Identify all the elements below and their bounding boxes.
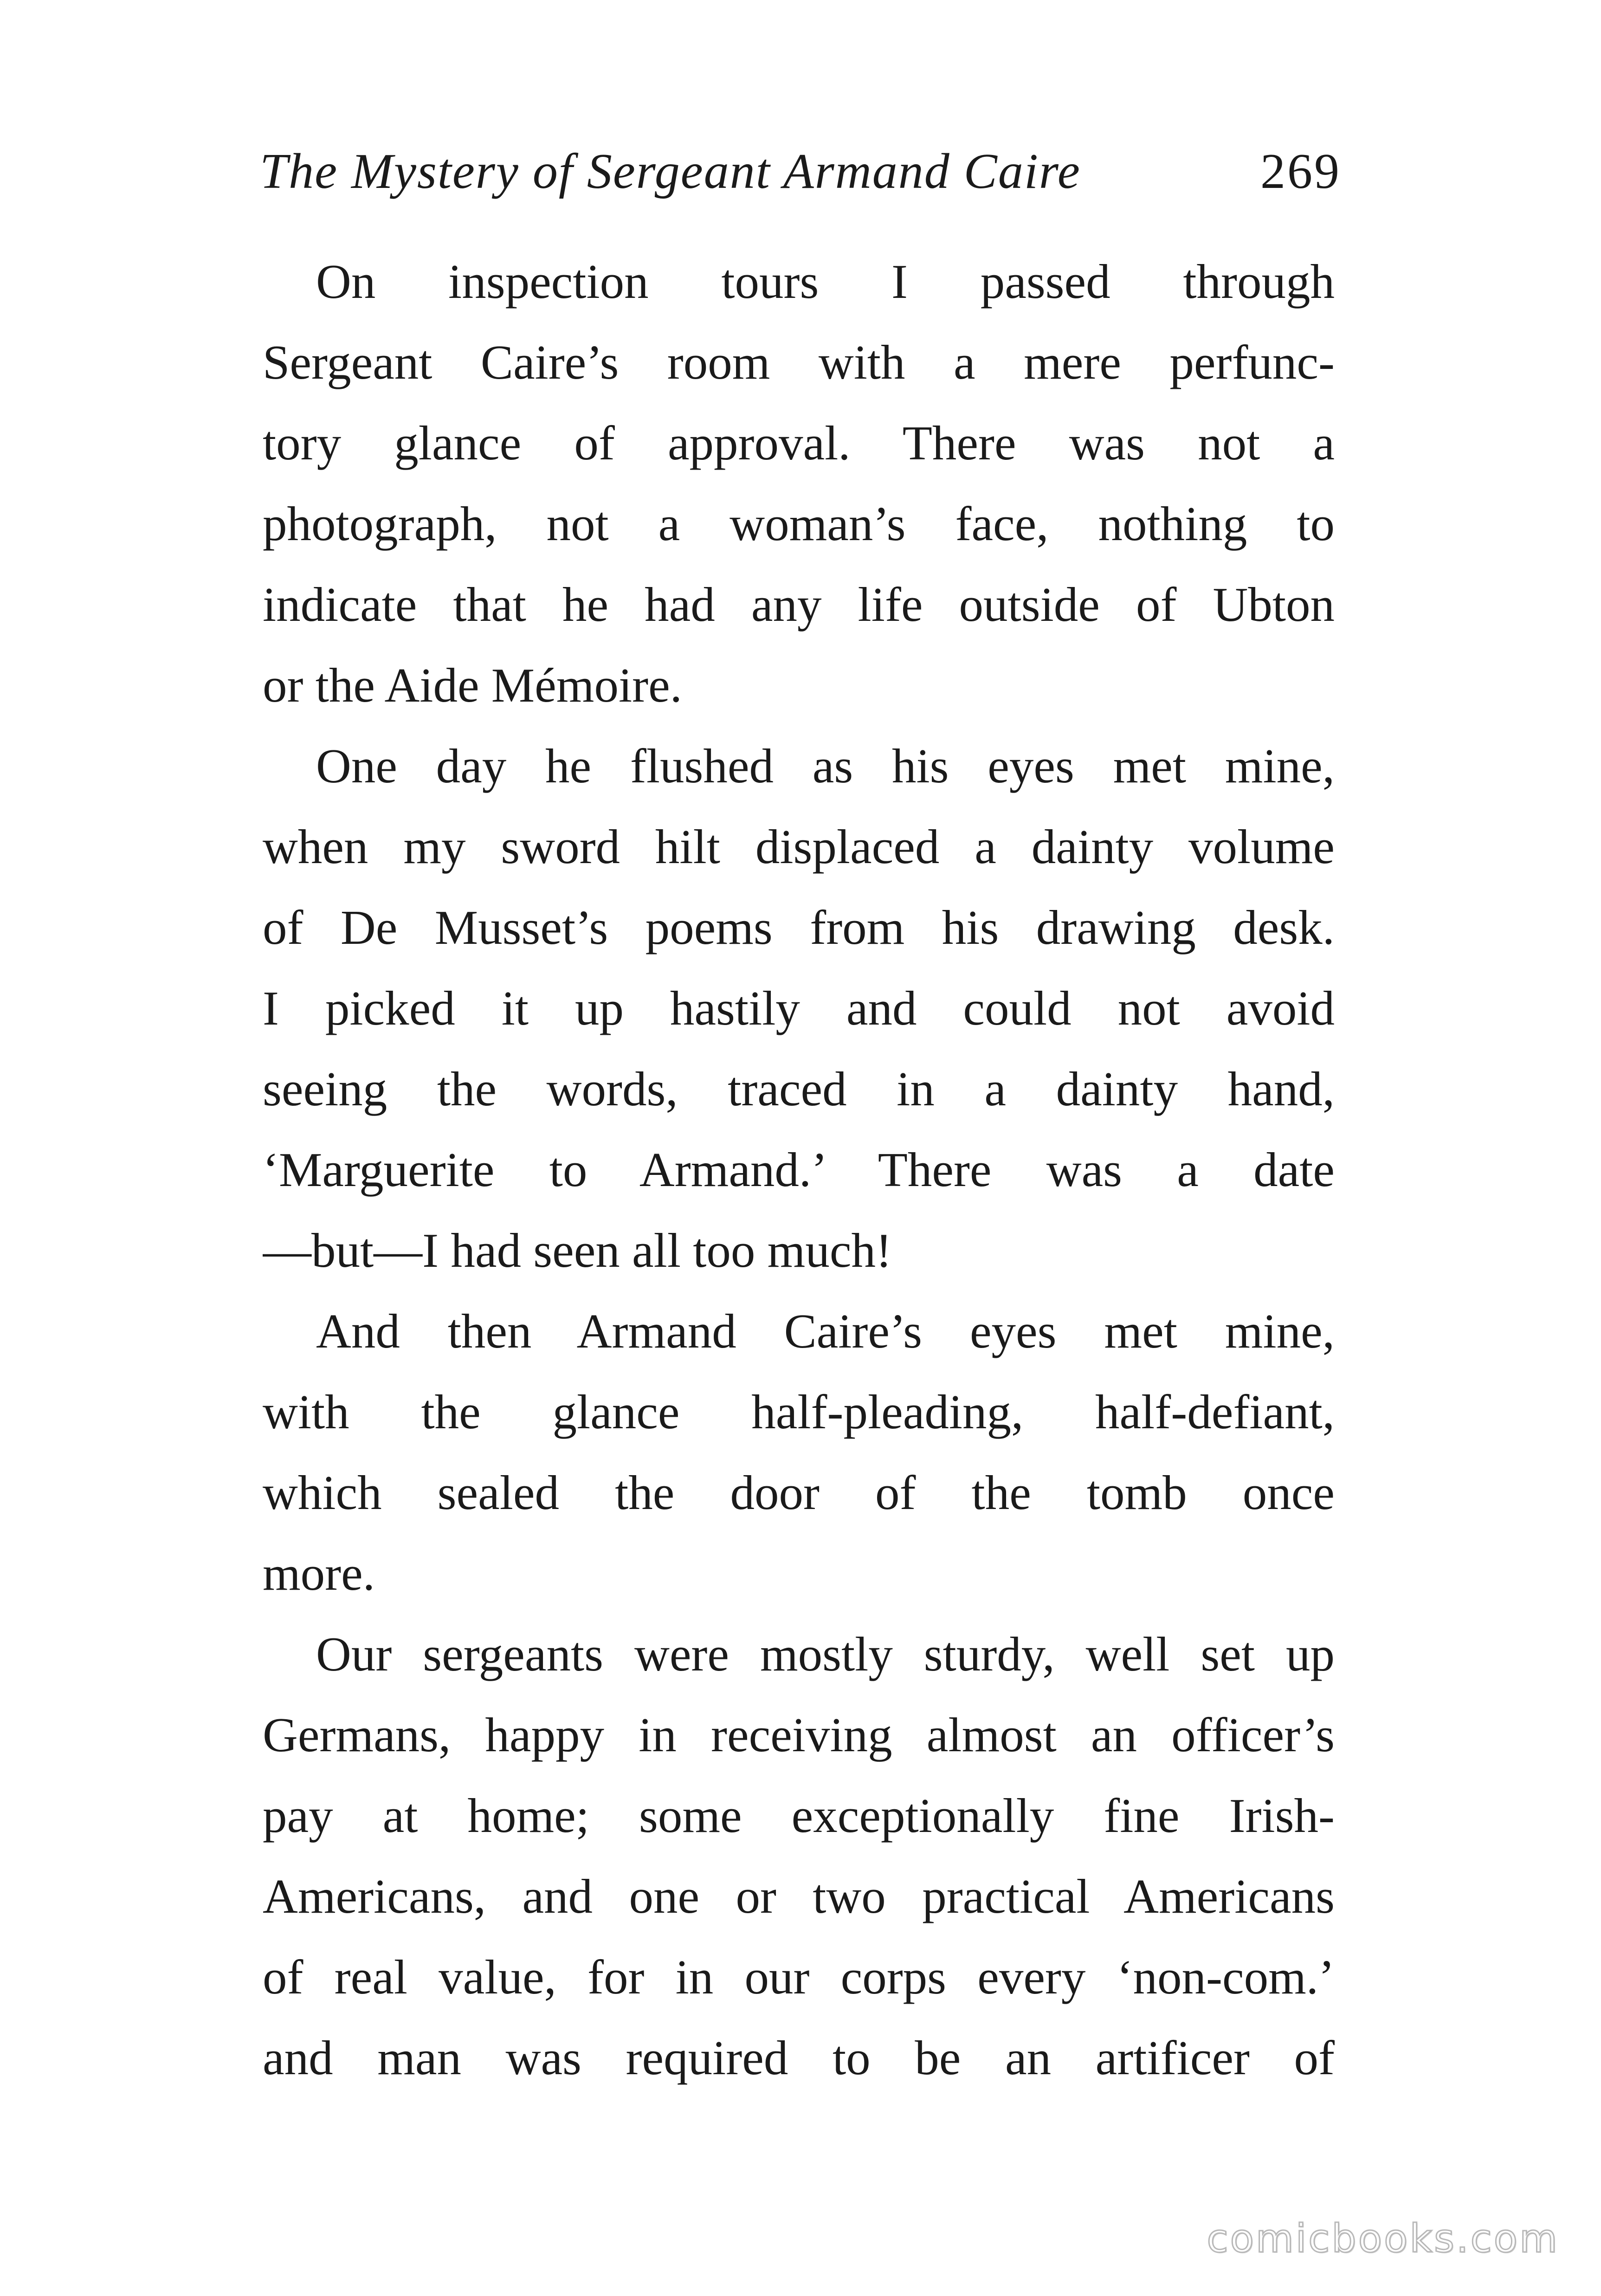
text-line: One day he flushed as his eyes met mine, <box>316 739 1335 793</box>
text-line: Sergeant Caire’s room with a mere perfunc- <box>263 335 1335 389</box>
paragraph <box>263 1291 1335 1614</box>
text-line: with the glance half-pleading, half-defiant, <box>263 1385 1335 1439</box>
body-text <box>263 241 1335 2098</box>
text-line: photograph, not a woman’s face, nothing to <box>263 497 1335 551</box>
paragraph <box>263 241 1335 726</box>
text-line: more. <box>263 1546 375 1600</box>
text-line: of real value, for in our corps every ‘non-com.’ <box>263 1950 1335 2004</box>
text-line: when my sword hilt displaced a dainty volume <box>263 819 1335 874</box>
text-line: indicate that he had any life outside of Ubton <box>263 577 1335 632</box>
text-line: or the Aide Mémoire. <box>263 658 682 712</box>
text-line: Germans, happy in receiving almost an officer’s <box>263 1708 1335 1762</box>
text-line: of De Musset’s poems from his drawing desk. <box>263 900 1335 955</box>
text-line: seeing the words, traced in a dainty hand, <box>263 1062 1335 1116</box>
text-line: —but—I had seen all too much! <box>263 1223 892 1277</box>
running-title: The Mystery of Sergeant Armand Caire <box>260 144 1081 199</box>
text-line: tory glance of approval. There was not a <box>263 416 1335 470</box>
running-head <box>260 135 1341 209</box>
text-line: which sealed the door of the tomb once <box>263 1465 1335 1520</box>
text-line: and man was required to be an artificer of <box>263 2031 1335 2085</box>
text-line: Our sergeants were mostly sturdy, well set up <box>316 1627 1335 1681</box>
site-watermark: comicbooks.com <box>1207 2216 1559 2261</box>
text-line: And then Armand Caire’s eyes met mine, <box>316 1304 1335 1358</box>
text-line: On inspection tours I passed through <box>316 254 1335 309</box>
page-number: 269 <box>1260 144 1341 199</box>
text-line: Americans, and one or two practical Americans <box>263 1869 1335 1923</box>
text-line: I picked it up hastily and could not avoid <box>263 981 1335 1035</box>
paragraph <box>263 726 1335 1291</box>
text-line: ‘Marguerite to Armand.’ There was a date <box>263 1142 1335 1197</box>
paragraph <box>263 1614 1335 2098</box>
text-line: pay at home; some exceptionally fine Irish- <box>263 1788 1335 1843</box>
